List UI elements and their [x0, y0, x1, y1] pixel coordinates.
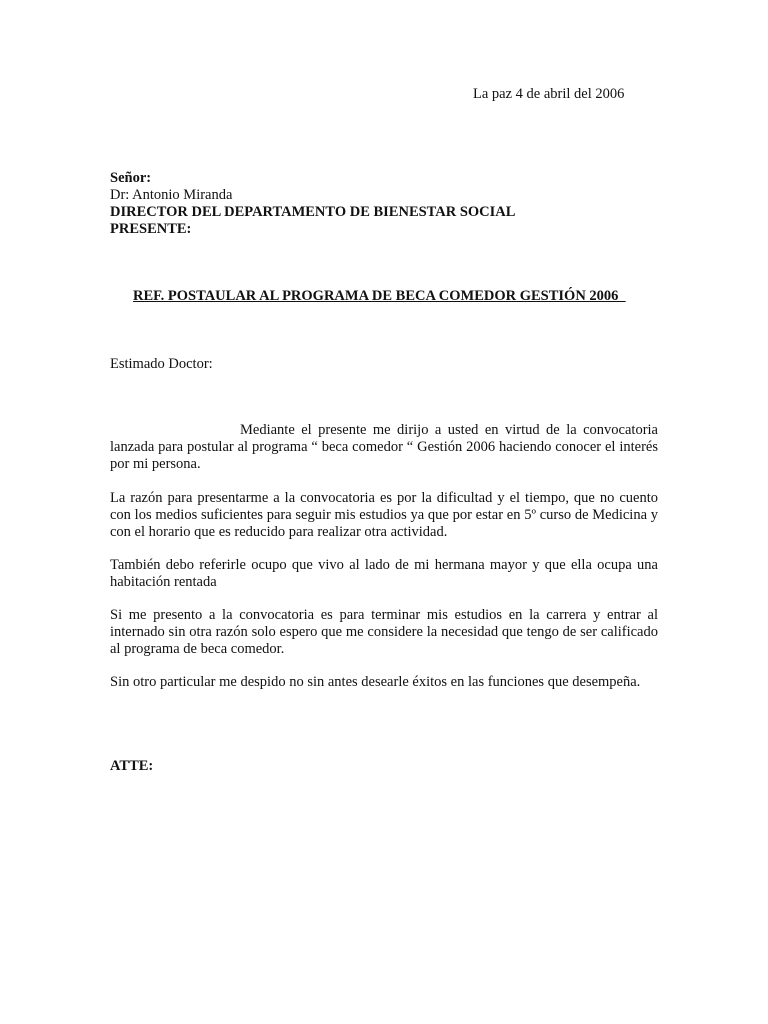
addressee-title: DIRECTOR DEL DEPARTAMENTO DE BIENESTAR SOCIAL	[110, 204, 516, 220]
addressee-name: Dr: Antonio Miranda	[110, 187, 233, 203]
body-paragraph-2: La razón para presentarme a la convocatoria es por la dificultad y el tiempo, que no cuento con los medios suficientes para seguir mis estudios ya que por estar en 5º curso de Medicina y con el horario que es reducido para realizar otra actividad.	[110, 490, 658, 540]
body-paragraph-3: También debo referirle ocupo que vivo al lado de mi hermana mayor y que ella ocupa una habitación rentada	[110, 557, 658, 590]
greeting: Estimado Doctor:	[110, 356, 213, 372]
addressee-presente: PRESENTE:	[110, 221, 192, 237]
body-paragraph-1: Mediante el presente me dirijo a usted en virtud de la convocatoria lanzada para postular al programa “ beca comedor “ Gestión 2006 haciendo conocer el interés por mi persona.	[110, 422, 658, 472]
reference-line: REF. POSTAULAR AL PROGRAMA DE BECA COMEDOR GESTIÓN 2006	[133, 288, 626, 304]
body-paragraph-5: Sin otro particular me despido no sin antes desearle éxitos en las funciones que desempeña.	[110, 674, 641, 690]
addressee-block	[110, 170, 515, 238]
closing: ATTE:	[110, 758, 154, 774]
letter-date: La paz 4 de abril del 2006	[473, 86, 625, 102]
body-paragraph-4: Si me presento a la convocatoria es para terminar mis estudios en la carrera y entrar al internado sin otra razón solo espero que me considere la necesidad que tengo de ser calificado al programa de beca comedor.	[110, 607, 658, 657]
addressee-salutation: Señor:	[110, 170, 152, 186]
